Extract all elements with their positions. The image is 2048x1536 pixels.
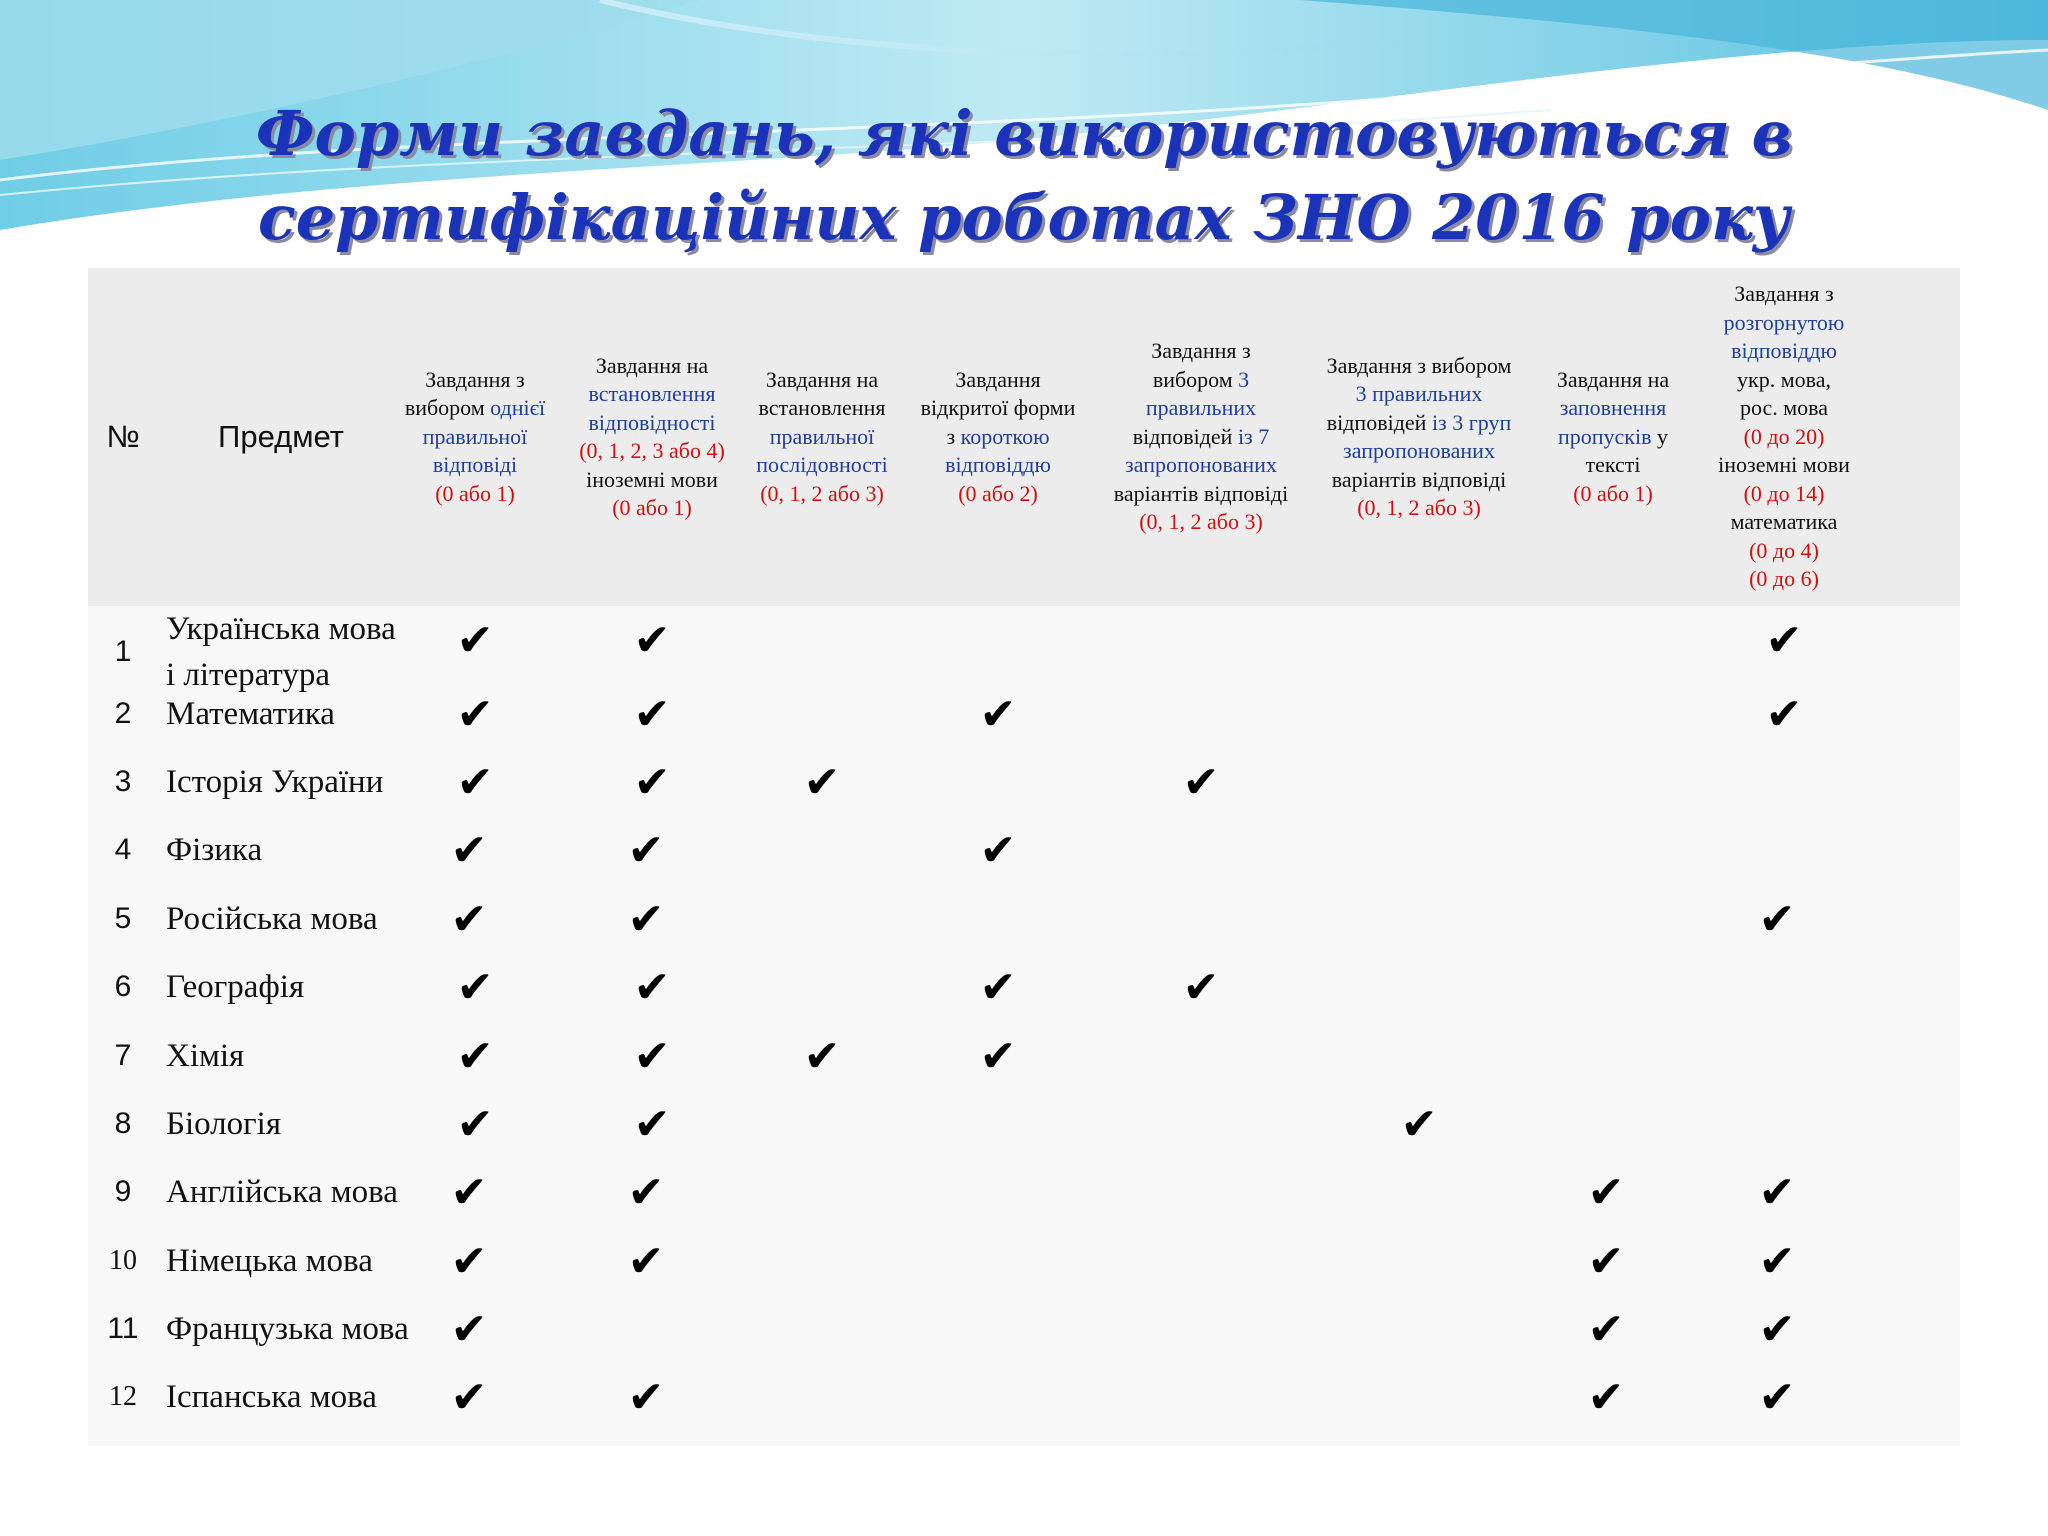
header-text-line — [564, 380, 740, 409]
header-text-segment: Завдання — [955, 366, 1041, 392]
title-line-2: сертифікаційних роботах ЗНО 2016 року — [257, 181, 1791, 254]
header-text-segment: з — [946, 423, 961, 449]
subject-text: Російська мова — [166, 901, 378, 937]
check-mark-icon: ✔ — [450, 824, 488, 876]
header-column-5 — [1096, 268, 1306, 606]
row-subject — [166, 885, 378, 953]
row-subject — [166, 1090, 281, 1158]
header-text-line — [1704, 366, 1864, 395]
header-text-segment: правильної — [422, 423, 528, 449]
header-text-line — [740, 451, 904, 480]
header-text-segment: відповідей — [1132, 423, 1238, 449]
check-mark-icon: ✔ — [627, 824, 665, 876]
header-text-line — [564, 352, 740, 381]
header-subject: Предмет — [218, 418, 344, 454]
check-mark-icon: ✔ — [456, 614, 494, 666]
header-text-line — [740, 366, 904, 395]
header-text-segment: відповіддю — [1731, 338, 1837, 364]
table-row — [88, 816, 1960, 884]
header-text-line — [1304, 466, 1534, 495]
header-text-segment: (0 до 4) — [1749, 537, 1819, 563]
header-text-segment: варіантів відповіді — [1331, 466, 1507, 492]
header-text-line — [1538, 394, 1688, 423]
header-text-segment: запропонованих — [1343, 438, 1495, 463]
check-mark-icon: ✔ — [627, 1166, 665, 1218]
header-text-line — [740, 423, 904, 452]
row-number: 10 — [109, 1245, 137, 1276]
check-mark-icon: ✔ — [1587, 1371, 1625, 1423]
header-text-line — [564, 494, 740, 523]
check-mark-icon: ✔ — [450, 1166, 488, 1218]
header-text-segment: (0, 1, 2 або 3) — [1139, 509, 1263, 535]
row-number: 5 — [114, 902, 132, 935]
check-mark-icon: ✔ — [1758, 1166, 1796, 1218]
table-row — [88, 680, 1960, 748]
header-text-segment: (0 або 1) — [435, 480, 515, 506]
header-column-2 — [564, 268, 740, 606]
header-text-line — [740, 394, 904, 423]
row-subject — [166, 816, 262, 884]
table-row — [88, 953, 1960, 1021]
subject-text: Іспанська мова — [166, 1379, 377, 1415]
header-text-segment: (0 до 6) — [1749, 566, 1819, 592]
check-mark-icon: ✔ — [456, 1030, 494, 1082]
table-row — [88, 1158, 1960, 1226]
header-text-segment: розгорнутою — [1723, 309, 1845, 335]
header-text-line — [905, 423, 1091, 452]
check-mark-icon: ✔ — [1400, 1098, 1438, 1150]
header-text-line — [1304, 494, 1534, 523]
header-text-segment: послідовності — [756, 452, 888, 478]
task-forms-table — [88, 268, 1960, 1446]
header-text-segment: вибором — [404, 395, 491, 421]
title-line-1: Форми завдань, які використовуються в — [255, 97, 1793, 170]
header-text-segment: (0 або 1) — [612, 495, 692, 520]
row-number: 9 — [114, 1175, 132, 1208]
header-text-segment: відповіді — [432, 452, 518, 478]
header-text-segment: Завдання на — [765, 366, 879, 392]
header-text-segment: (0, 1, 2, 3 або 4) — [579, 438, 725, 463]
subject-text: Французька мова — [166, 1311, 409, 1347]
header-text-segment: математика — [1730, 509, 1838, 535]
table-row — [88, 1090, 1960, 1158]
row-number: 3 — [114, 765, 132, 798]
table-row — [88, 1022, 1960, 1090]
subject-text: Фізика — [166, 832, 263, 868]
header-text-segment: пропусків — [1558, 423, 1657, 449]
check-mark-icon: ✔ — [633, 1098, 671, 1150]
header-text-segment: Завдання на — [595, 352, 709, 378]
header-number: № — [106, 418, 140, 454]
row-number: 12 — [109, 1381, 137, 1412]
header-text-line — [389, 423, 561, 452]
row-subject — [166, 1022, 244, 1090]
header-text-segment: 3 — [1238, 366, 1250, 392]
header-text-line — [1538, 451, 1688, 480]
header-text-segment: відкритої форми — [920, 395, 1076, 421]
check-mark-icon: ✔ — [1765, 688, 1803, 740]
header-text-segment: тексті — [1585, 452, 1641, 478]
check-mark-icon: ✔ — [979, 1030, 1017, 1082]
row-number: 11 — [107, 1312, 139, 1345]
header-text-line — [1096, 366, 1306, 395]
check-mark-icon: ✔ — [1587, 1303, 1625, 1355]
subject-text: і література — [166, 657, 331, 693]
header-text-segment: (0, 1, 2 або 3) — [1357, 495, 1481, 520]
check-mark-icon: ✔ — [633, 688, 671, 740]
header-text-line — [1704, 537, 1864, 566]
header-text-segment: Завдання на — [1556, 366, 1670, 392]
table-row — [88, 1295, 1960, 1363]
header-text-line — [905, 394, 1091, 423]
check-mark-icon: ✔ — [803, 756, 841, 808]
header-text-segment: встановлення — [758, 395, 886, 421]
check-mark-icon: ✔ — [1758, 1371, 1796, 1423]
header-text-segment: із 3 груп — [1431, 409, 1512, 435]
check-mark-icon: ✔ — [456, 1098, 494, 1150]
check-mark-icon: ✔ — [456, 688, 494, 740]
header-text-segment: у — [1657, 423, 1668, 449]
page-title — [0, 92, 2048, 260]
header-text-segment: правильних — [1145, 395, 1257, 421]
header-text-segment: правильної — [769, 423, 875, 449]
subject-text: Англійська мова — [166, 1174, 398, 1210]
header-text-segment: (0 до 20) — [1743, 423, 1825, 449]
table-body — [88, 606, 1960, 1446]
check-mark-icon: ✔ — [1182, 961, 1220, 1013]
header-text-line — [1704, 394, 1864, 423]
header-text-segment: Завдання з — [425, 366, 525, 392]
header-text-line — [564, 466, 740, 495]
check-mark-icon: ✔ — [1765, 614, 1803, 666]
header-column-6 — [1304, 268, 1534, 606]
header-text-line — [1096, 394, 1306, 423]
header-text-line — [1704, 451, 1864, 480]
check-mark-icon: ✔ — [1758, 893, 1796, 945]
subject-text: Географія — [166, 969, 305, 1005]
row-number: 7 — [114, 1039, 132, 1072]
header-text-line — [1704, 309, 1864, 338]
subject-text: Біологія — [166, 1106, 282, 1142]
subject-text: Німецька мова — [166, 1243, 373, 1279]
row-subject — [166, 1295, 409, 1363]
header-text-line — [905, 451, 1091, 480]
header-text-line — [389, 451, 561, 480]
header-text-line — [564, 409, 740, 438]
header-text-segment: (0 або 1) — [1573, 480, 1653, 506]
header-column-3 — [740, 268, 904, 606]
header-text-segment: відповідності — [588, 409, 716, 435]
header-text-segment: встановлення — [588, 381, 716, 406]
row-subject — [166, 748, 383, 816]
row-subject — [166, 680, 335, 748]
header-text-segment: (0 або 2) — [958, 480, 1038, 506]
row-number: 4 — [114, 833, 132, 866]
check-mark-icon: ✔ — [1758, 1235, 1796, 1287]
header-column-1 — [389, 268, 561, 606]
header-text-line — [389, 394, 561, 423]
row-number: 1 — [114, 635, 132, 668]
header-column-8 — [1704, 268, 1864, 606]
check-mark-icon: ✔ — [1182, 756, 1220, 808]
check-mark-icon: ✔ — [450, 893, 488, 945]
check-mark-icon: ✔ — [979, 688, 1017, 740]
header-text-segment: Завдання з — [1151, 338, 1251, 364]
header-text-line — [564, 437, 740, 466]
header-text-line — [1304, 437, 1534, 466]
header-text-segment: короткою — [960, 423, 1050, 449]
check-mark-icon: ✔ — [803, 1030, 841, 1082]
header-text-line — [1304, 352, 1534, 381]
header-text-line — [1096, 337, 1306, 366]
header-text-segment: відповіддю — [945, 452, 1051, 478]
check-mark-icon: ✔ — [633, 614, 671, 666]
subject-text: Математика — [166, 696, 335, 732]
row-number: 2 — [114, 697, 132, 730]
header-column-7 — [1538, 268, 1688, 606]
subject-text: Історія України — [166, 764, 384, 800]
check-mark-icon: ✔ — [450, 1235, 488, 1287]
header-text-line — [1096, 508, 1306, 537]
header-text-segment: відповідей — [1326, 409, 1432, 435]
row-subject — [166, 953, 304, 1021]
header-text-line — [1096, 451, 1306, 480]
header-text-line — [1304, 380, 1534, 409]
header-text-line — [1704, 508, 1864, 537]
header-text-segment: вибором — [1152, 366, 1239, 392]
check-mark-icon: ✔ — [456, 756, 494, 808]
check-mark-icon: ✔ — [627, 893, 665, 945]
check-mark-icon: ✔ — [627, 1371, 665, 1423]
header-text-segment: (0, 1, 2 або 3) — [760, 480, 884, 506]
check-mark-icon: ✔ — [633, 1030, 671, 1082]
header-text-segment: 3 правильних — [1355, 381, 1483, 406]
header-text-line — [1704, 565, 1864, 594]
table-row — [88, 748, 1960, 816]
check-mark-icon: ✔ — [633, 961, 671, 1013]
header-column-4 — [905, 268, 1091, 606]
check-mark-icon: ✔ — [979, 824, 1017, 876]
header-text-segment: запропонованих — [1125, 452, 1277, 478]
header-text-line — [1538, 423, 1688, 452]
check-mark-icon: ✔ — [450, 1303, 488, 1355]
header-text-line — [1096, 480, 1306, 509]
header-text-line — [1704, 480, 1864, 509]
row-subject — [166, 1158, 398, 1226]
header-text-segment: із 7 — [1237, 423, 1270, 449]
header-text-line — [389, 480, 561, 509]
subject-text: Хімія — [166, 1038, 245, 1074]
header-text-line — [905, 480, 1091, 509]
row-subject — [166, 1227, 373, 1295]
header-text-segment: однієї — [490, 395, 546, 421]
table-row — [88, 1363, 1960, 1431]
check-mark-icon: ✔ — [1587, 1166, 1625, 1218]
header-text-line — [1704, 280, 1864, 309]
header-text-line — [1704, 423, 1864, 452]
header-text-line — [1304, 409, 1534, 438]
check-mark-icon: ✔ — [979, 961, 1017, 1013]
subject-text: Українська мова — [166, 611, 396, 647]
header-text-line — [1538, 480, 1688, 509]
header-text-line — [1538, 366, 1688, 395]
table-row — [88, 1227, 1960, 1295]
header-text-segment: Завдання з вибором — [1326, 352, 1512, 378]
header-text-segment: укр. мова, — [1737, 366, 1831, 392]
table-row — [88, 885, 1960, 953]
check-mark-icon: ✔ — [627, 1235, 665, 1287]
header-text-line — [1096, 423, 1306, 452]
check-mark-icon: ✔ — [1587, 1235, 1625, 1287]
header-text-segment: (0 до 14) — [1743, 480, 1825, 506]
table-header — [88, 268, 1960, 606]
header-text-line — [905, 366, 1091, 395]
header-text-segment: варіантів відповіді — [1113, 480, 1289, 506]
row-number: 8 — [114, 1107, 132, 1140]
header-text-line — [1704, 337, 1864, 366]
header-text-segment: Завдання з — [1734, 281, 1834, 307]
check-mark-icon: ✔ — [450, 1371, 488, 1423]
check-mark-icon: ✔ — [633, 756, 671, 808]
check-mark-icon: ✔ — [456, 961, 494, 1013]
header-text-segment: іноземні мови — [1718, 452, 1850, 478]
row-number: 6 — [114, 970, 132, 1003]
header-text-line — [740, 480, 904, 509]
header-text-segment: рос. мова — [1739, 395, 1829, 421]
header-text-line — [389, 366, 561, 395]
check-mark-icon: ✔ — [1758, 1303, 1796, 1355]
row-subject — [166, 1363, 377, 1431]
header-text-segment: іноземні мови — [586, 466, 718, 492]
header-text-segment: заповнення — [1559, 395, 1667, 421]
